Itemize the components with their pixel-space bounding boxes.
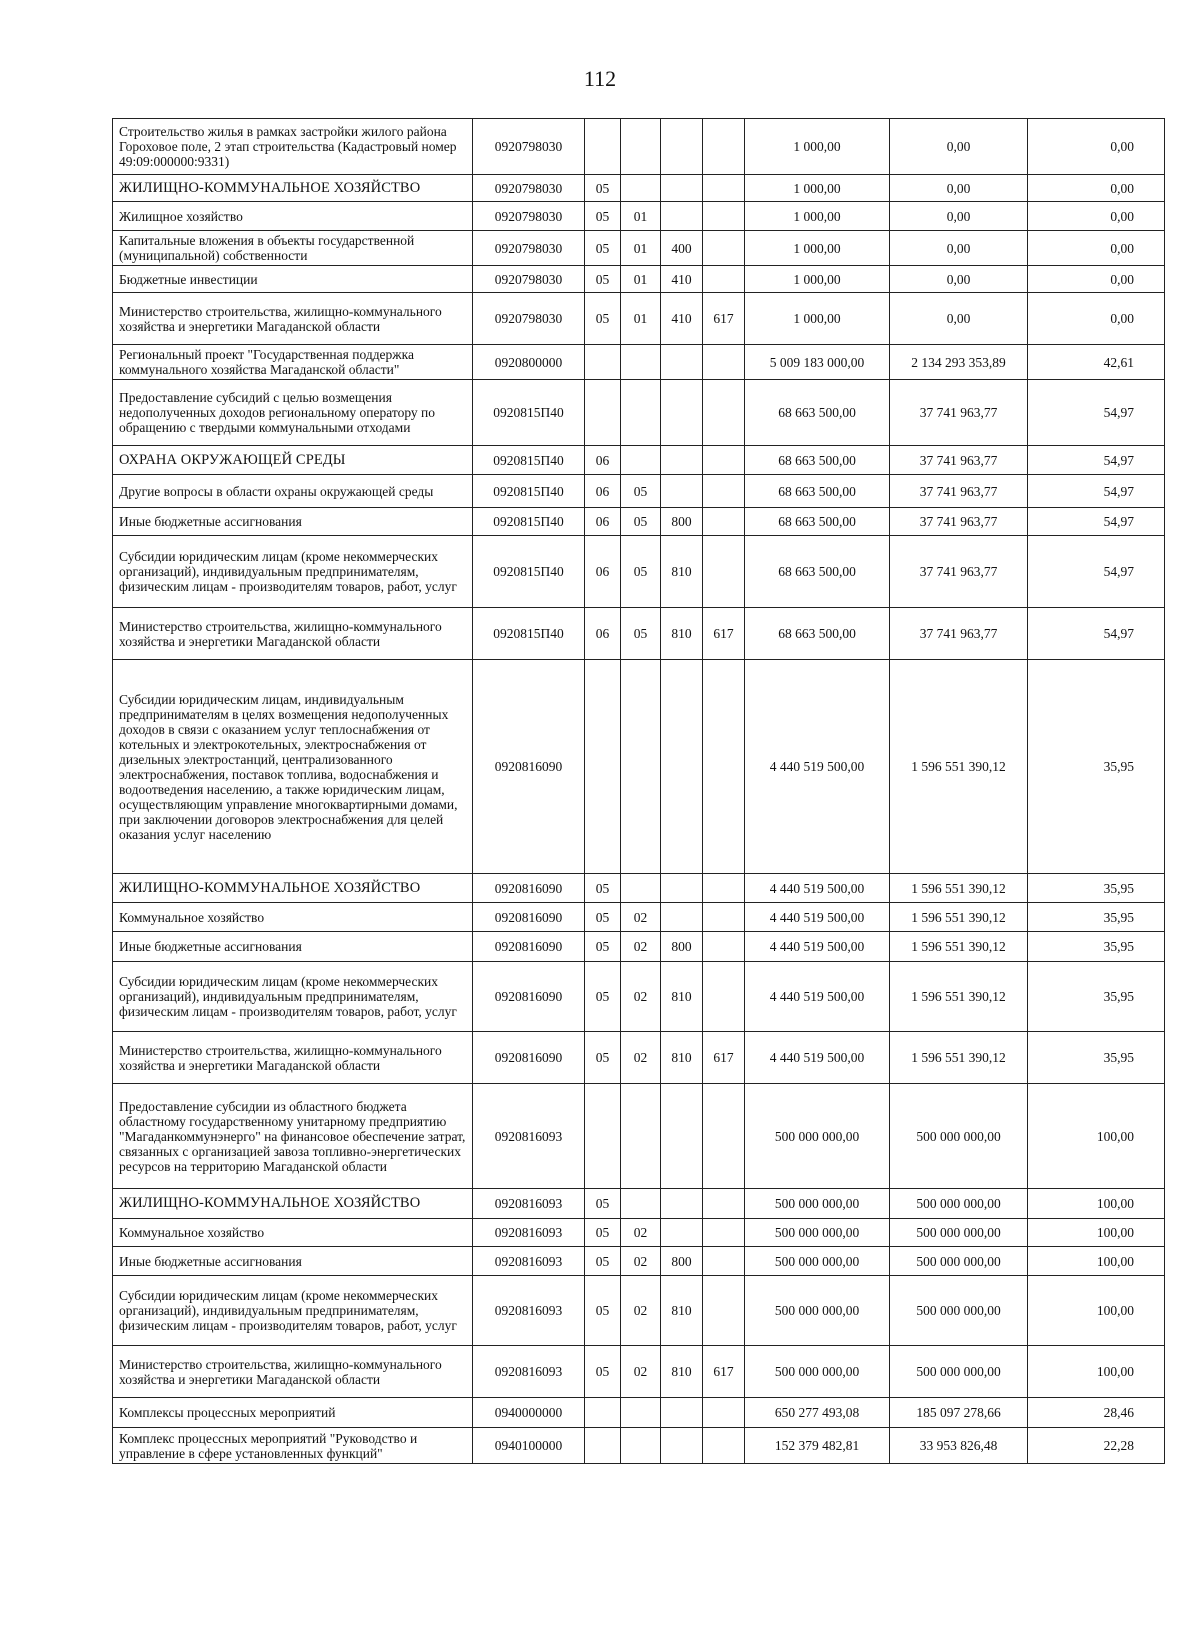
cell-section: 05 (585, 962, 621, 1032)
cell-section: 06 (585, 446, 621, 475)
cell-subsection: 05 (621, 475, 661, 508)
cell-execution-percent: 100,00 (1028, 1247, 1165, 1276)
cell-approved-amount: 152 379 482,81 (745, 1428, 890, 1464)
cell-execution-percent: 0,00 (1028, 119, 1165, 175)
cell-executed-amount: 1 596 551 390,12 (890, 932, 1028, 962)
table-row (113, 508, 1165, 536)
table-row (113, 1276, 1165, 1346)
cell-name: Субсидии юридическим лицам (кроме некоммерческих организаций), индивидуальным предпринимателям, физическим лицам - производителям товаров, работ, услуг (113, 1276, 473, 1346)
cell-expense-type (661, 1398, 703, 1428)
cell-execution-percent: 54,97 (1028, 475, 1165, 508)
cell-section: 05 (585, 874, 621, 903)
cell-administrator (703, 1428, 745, 1464)
cell-target-code: 0920798030 (473, 175, 585, 202)
table-row (113, 345, 1165, 380)
cell-approved-amount: 68 663 500,00 (745, 446, 890, 475)
cell-approved-amount: 500 000 000,00 (745, 1189, 890, 1219)
cell-execution-percent: 22,28 (1028, 1428, 1165, 1464)
cell-administrator (703, 1189, 745, 1219)
cell-section: 06 (585, 475, 621, 508)
cell-execution-percent: 35,95 (1028, 660, 1165, 874)
table-row (113, 932, 1165, 962)
cell-execution-percent: 28,46 (1028, 1398, 1165, 1428)
cell-section: 05 (585, 1219, 621, 1247)
cell-expense-type: 810 (661, 608, 703, 660)
cell-execution-percent: 0,00 (1028, 266, 1165, 293)
cell-approved-amount: 1 000,00 (745, 231, 890, 266)
cell-executed-amount: 185 097 278,66 (890, 1398, 1028, 1428)
cell-executed-amount: 0,00 (890, 293, 1028, 345)
cell-target-code: 0920816090 (473, 932, 585, 962)
cell-target-code: 0920816093 (473, 1189, 585, 1219)
cell-executed-amount: 33 953 826,48 (890, 1428, 1028, 1464)
cell-execution-percent: 100,00 (1028, 1219, 1165, 1247)
cell-approved-amount: 1 000,00 (745, 175, 890, 202)
cell-subsection: 01 (621, 293, 661, 345)
cell-execution-percent: 42,61 (1028, 345, 1165, 380)
cell-administrator: 617 (703, 608, 745, 660)
cell-executed-amount: 500 000 000,00 (890, 1247, 1028, 1276)
cell-administrator (703, 1276, 745, 1346)
cell-name: Жилищное хозяйство (113, 202, 473, 231)
cell-name: Министерство строительства, жилищно-коммунального хозяйства и энергетики Магаданской области (113, 608, 473, 660)
cell-administrator (703, 508, 745, 536)
cell-execution-percent: 35,95 (1028, 962, 1165, 1032)
cell-name: Строительство жилья в рамках застройки жилого района Гороховое поле, 2 этап строительства (Кадастровый номер 49:09:000000:9331) (113, 119, 473, 175)
cell-subsection: 02 (621, 903, 661, 932)
table-row (113, 962, 1165, 1032)
cell-executed-amount: 0,00 (890, 202, 1028, 231)
cell-subsection: 02 (621, 932, 661, 962)
cell-executed-amount: 500 000 000,00 (890, 1276, 1028, 1346)
cell-expense-type (661, 1219, 703, 1247)
table-row (113, 293, 1165, 345)
cell-target-code: 0920816093 (473, 1276, 585, 1346)
cell-approved-amount: 500 000 000,00 (745, 1276, 890, 1346)
cell-expense-type: 810 (661, 1032, 703, 1084)
cell-target-code: 0920815П40 (473, 446, 585, 475)
cell-executed-amount: 500 000 000,00 (890, 1189, 1028, 1219)
table-row (113, 1247, 1165, 1276)
cell-approved-amount: 4 440 519 500,00 (745, 1032, 890, 1084)
cell-target-code: 0940100000 (473, 1428, 585, 1464)
table-row (113, 1084, 1165, 1189)
table-row (113, 1032, 1165, 1084)
cell-section: 05 (585, 293, 621, 345)
table-row (113, 536, 1165, 608)
cell-executed-amount: 500 000 000,00 (890, 1084, 1028, 1189)
cell-executed-amount: 2 134 293 353,89 (890, 345, 1028, 380)
cell-subsection (621, 1398, 661, 1428)
cell-approved-amount: 500 000 000,00 (745, 1346, 890, 1398)
cell-section: 05 (585, 903, 621, 932)
cell-executed-amount: 1 596 551 390,12 (890, 903, 1028, 932)
cell-administrator (703, 380, 745, 446)
cell-expense-type: 800 (661, 932, 703, 962)
cell-executed-amount: 1 596 551 390,12 (890, 1032, 1028, 1084)
cell-execution-percent: 100,00 (1028, 1084, 1165, 1189)
cell-executed-amount: 0,00 (890, 119, 1028, 175)
cell-approved-amount: 500 000 000,00 (745, 1247, 890, 1276)
cell-execution-percent: 100,00 (1028, 1276, 1165, 1346)
cell-administrator (703, 660, 745, 874)
cell-administrator (703, 175, 745, 202)
cell-target-code: 0920798030 (473, 293, 585, 345)
cell-administrator (703, 345, 745, 380)
cell-approved-amount: 650 277 493,08 (745, 1398, 890, 1428)
cell-target-code: 0920816090 (473, 660, 585, 874)
cell-executed-amount: 1 596 551 390,12 (890, 660, 1028, 874)
cell-subsection: 02 (621, 962, 661, 1032)
cell-approved-amount: 5 009 183 000,00 (745, 345, 890, 380)
cell-name: Министерство строительства, жилищно-коммунального хозяйства и энергетики Магаданской области (113, 1346, 473, 1398)
cell-execution-percent: 35,95 (1028, 903, 1165, 932)
cell-administrator: 617 (703, 1346, 745, 1398)
cell-name: Коммунальное хозяйство (113, 903, 473, 932)
cell-target-code: 0920798030 (473, 202, 585, 231)
cell-execution-percent: 0,00 (1028, 202, 1165, 231)
table-row (113, 231, 1165, 266)
cell-expense-type: 410 (661, 266, 703, 293)
cell-name: Комплексы процессных мероприятий (113, 1398, 473, 1428)
cell-approved-amount: 500 000 000,00 (745, 1084, 890, 1189)
cell-section: 05 (585, 1189, 621, 1219)
cell-subsection: 01 (621, 231, 661, 266)
cell-executed-amount: 37 741 963,77 (890, 380, 1028, 446)
cell-expense-type (661, 475, 703, 508)
table-row (113, 175, 1165, 202)
cell-name: ЖИЛИЩНО-КОММУНАЛЬНОЕ ХОЗЯЙСТВО (113, 1189, 473, 1219)
cell-target-code: 0920815П40 (473, 536, 585, 608)
cell-section: 05 (585, 1276, 621, 1346)
cell-administrator (703, 1219, 745, 1247)
cell-subsection (621, 1428, 661, 1464)
cell-expense-type (661, 660, 703, 874)
cell-section: 05 (585, 266, 621, 293)
table-row (113, 475, 1165, 508)
cell-section: 05 (585, 202, 621, 231)
cell-expense-type (661, 175, 703, 202)
cell-target-code: 0920798030 (473, 266, 585, 293)
cell-subsection (621, 1084, 661, 1189)
cell-subsection: 05 (621, 508, 661, 536)
table-row (113, 266, 1165, 293)
budget-table (112, 118, 1165, 1464)
cell-section: 05 (585, 175, 621, 202)
cell-execution-percent: 54,97 (1028, 608, 1165, 660)
cell-subsection: 02 (621, 1276, 661, 1346)
cell-approved-amount: 4 440 519 500,00 (745, 660, 890, 874)
cell-expense-type (661, 903, 703, 932)
table-row (113, 874, 1165, 903)
cell-name: Региональный проект "Государственная поддержка коммунального хозяйства Магаданской области" (113, 345, 473, 380)
cell-approved-amount: 4 440 519 500,00 (745, 932, 890, 962)
cell-expense-type (661, 1189, 703, 1219)
cell-approved-amount: 1 000,00 (745, 293, 890, 345)
cell-executed-amount: 37 741 963,77 (890, 536, 1028, 608)
cell-subsection: 02 (621, 1247, 661, 1276)
cell-section (585, 1084, 621, 1189)
cell-target-code: 0920816090 (473, 874, 585, 903)
cell-subsection (621, 380, 661, 446)
cell-execution-percent: 54,97 (1028, 536, 1165, 608)
cell-target-code: 0920816093 (473, 1219, 585, 1247)
cell-administrator (703, 903, 745, 932)
cell-execution-percent: 54,97 (1028, 380, 1165, 446)
cell-target-code: 0920815П40 (473, 508, 585, 536)
cell-target-code: 0920798030 (473, 231, 585, 266)
cell-approved-amount: 68 663 500,00 (745, 608, 890, 660)
cell-approved-amount: 4 440 519 500,00 (745, 874, 890, 903)
cell-name: Иные бюджетные ассигнования (113, 508, 473, 536)
cell-target-code: 0920815П40 (473, 475, 585, 508)
cell-executed-amount: 1 596 551 390,12 (890, 874, 1028, 903)
cell-subsection (621, 175, 661, 202)
cell-expense-type: 810 (661, 536, 703, 608)
cell-section: 05 (585, 932, 621, 962)
cell-administrator (703, 446, 745, 475)
cell-administrator (703, 1247, 745, 1276)
table-body (113, 119, 1165, 1464)
cell-subsection (621, 660, 661, 874)
cell-execution-percent: 54,97 (1028, 446, 1165, 475)
cell-approved-amount: 4 440 519 500,00 (745, 903, 890, 932)
cell-expense-type: 810 (661, 962, 703, 1032)
cell-approved-amount: 500 000 000,00 (745, 1219, 890, 1247)
table-row (113, 1219, 1165, 1247)
cell-administrator (703, 266, 745, 293)
table-row (113, 1398, 1165, 1428)
table-row (113, 608, 1165, 660)
cell-section (585, 660, 621, 874)
table-row (113, 202, 1165, 231)
table-row (113, 660, 1165, 874)
cell-subsection (621, 1189, 661, 1219)
cell-name: Бюджетные инвестиции (113, 266, 473, 293)
cell-administrator (703, 1398, 745, 1428)
cell-name: Другие вопросы в области охраны окружающей среды (113, 475, 473, 508)
cell-section: 05 (585, 231, 621, 266)
table-row (113, 1428, 1165, 1464)
cell-target-code: 0940000000 (473, 1398, 585, 1428)
cell-administrator (703, 475, 745, 508)
cell-approved-amount: 1 000,00 (745, 119, 890, 175)
table-row (113, 446, 1165, 475)
cell-name: Иные бюджетные ассигнования (113, 932, 473, 962)
cell-executed-amount: 37 741 963,77 (890, 508, 1028, 536)
cell-execution-percent: 0,00 (1028, 175, 1165, 202)
cell-expense-type: 800 (661, 1247, 703, 1276)
cell-executed-amount: 37 741 963,77 (890, 475, 1028, 508)
cell-name: Министерство строительства, жилищно-коммунального хозяйства и энергетики Магаданской области (113, 1032, 473, 1084)
cell-subsection (621, 119, 661, 175)
cell-section (585, 119, 621, 175)
table-row (113, 903, 1165, 932)
cell-name: Предоставление субсидии из областного бюджета областному государственному унитарному предприятию "Магаданкоммунэнерго" на финансовое обеспечение затрат, связанных с организацией завоза топливно-энергетических ресурсов на территорию Магаданской области (113, 1084, 473, 1189)
cell-execution-percent: 0,00 (1028, 293, 1165, 345)
cell-approved-amount: 1 000,00 (745, 202, 890, 231)
cell-approved-amount: 68 663 500,00 (745, 380, 890, 446)
cell-subsection: 05 (621, 536, 661, 608)
cell-administrator: 617 (703, 1032, 745, 1084)
cell-section (585, 380, 621, 446)
cell-execution-percent: 35,95 (1028, 932, 1165, 962)
cell-executed-amount: 1 596 551 390,12 (890, 962, 1028, 1032)
cell-section: 05 (585, 1247, 621, 1276)
cell-target-code: 0920816090 (473, 962, 585, 1032)
cell-expense-type (661, 1428, 703, 1464)
cell-administrator (703, 1084, 745, 1189)
cell-expense-type (661, 446, 703, 475)
cell-executed-amount: 0,00 (890, 175, 1028, 202)
cell-expense-type (661, 874, 703, 903)
cell-administrator (703, 119, 745, 175)
cell-name: Предоставление субсидий с целью возмещения недополученных доходов региональному оператору по обращению с твердыми коммунальными отходами (113, 380, 473, 446)
page-number: 112 (583, 66, 617, 91)
cell-expense-type (661, 345, 703, 380)
cell-approved-amount: 68 663 500,00 (745, 475, 890, 508)
cell-target-code: 0920815П40 (473, 380, 585, 446)
cell-approved-amount: 68 663 500,00 (745, 508, 890, 536)
cell-subsection: 02 (621, 1346, 661, 1398)
table-row (113, 1189, 1165, 1219)
table-row (113, 119, 1165, 175)
cell-section (585, 1398, 621, 1428)
cell-section: 06 (585, 608, 621, 660)
cell-expense-type (661, 202, 703, 231)
cell-section: 05 (585, 1346, 621, 1398)
cell-name: ЖИЛИЩНО-КОММУНАЛЬНОЕ ХОЗЯЙСТВО (113, 175, 473, 202)
cell-executed-amount: 0,00 (890, 266, 1028, 293)
cell-subsection: 02 (621, 1219, 661, 1247)
cell-target-code: 0920816093 (473, 1247, 585, 1276)
cell-expense-type (661, 1084, 703, 1189)
cell-subsection: 01 (621, 266, 661, 293)
cell-approved-amount: 68 663 500,00 (745, 536, 890, 608)
cell-administrator (703, 536, 745, 608)
cell-name: Министерство строительства, жилищно-коммунального хозяйства и энергетики Магаданской области (113, 293, 473, 345)
cell-execution-percent: 54,97 (1028, 508, 1165, 536)
cell-execution-percent: 35,95 (1028, 1032, 1165, 1084)
cell-target-code: 0920816093 (473, 1084, 585, 1189)
cell-name: Коммунальное хозяйство (113, 1219, 473, 1247)
cell-administrator (703, 962, 745, 1032)
cell-section (585, 1428, 621, 1464)
cell-expense-type: 810 (661, 1346, 703, 1398)
cell-target-code: 0920815П40 (473, 608, 585, 660)
cell-target-code: 0920800000 (473, 345, 585, 380)
cell-expense-type: 400 (661, 231, 703, 266)
cell-subsection: 02 (621, 1032, 661, 1084)
cell-name: Капитальные вложения в объекты государственной (муниципальной) собственности (113, 231, 473, 266)
cell-subsection (621, 446, 661, 475)
cell-subsection (621, 874, 661, 903)
cell-target-code: 0920816090 (473, 903, 585, 932)
cell-name: Субсидии юридическим лицам (кроме некоммерческих организаций), индивидуальным предпринимателям, физическим лицам - производителям товаров, работ, услуг (113, 962, 473, 1032)
cell-execution-percent: 0,00 (1028, 231, 1165, 266)
cell-administrator (703, 202, 745, 231)
cell-expense-type (661, 380, 703, 446)
cell-execution-percent: 100,00 (1028, 1346, 1165, 1398)
cell-execution-percent: 35,95 (1028, 874, 1165, 903)
cell-subsection (621, 345, 661, 380)
cell-subsection: 01 (621, 202, 661, 231)
cell-target-code: 0920798030 (473, 119, 585, 175)
cell-administrator (703, 231, 745, 266)
cell-approved-amount: 4 440 519 500,00 (745, 962, 890, 1032)
cell-administrator (703, 874, 745, 903)
cell-section: 05 (585, 1032, 621, 1084)
cell-expense-type: 810 (661, 1276, 703, 1346)
cell-executed-amount: 0,00 (890, 231, 1028, 266)
cell-executed-amount: 500 000 000,00 (890, 1346, 1028, 1398)
cell-executed-amount: 37 741 963,77 (890, 608, 1028, 660)
cell-name: ОХРАНА ОКРУЖАЮЩЕЙ СРЕДЫ (113, 446, 473, 475)
cell-name: ЖИЛИЩНО-КОММУНАЛЬНОЕ ХОЗЯЙСТВО (113, 874, 473, 903)
cell-subsection: 05 (621, 608, 661, 660)
table-row (113, 380, 1165, 446)
cell-name: Субсидии юридическим лицам, индивидуальным предпринимателям в целях возмещения недополученных доходов в связи с оказанием услуг теплоснабжения от котельных и электрокотельных, электроснабжения от дизельных электростанций, централизованного электроснабжения, поставок топлива, водоснабжения и водоотведения населению, а также юридическим лицам, осуществляющим управление многоквартирными домами, при заключении договоров электроснабжения для целей оказания услуг населению (113, 660, 473, 874)
cell-expense-type: 800 (661, 508, 703, 536)
cell-executed-amount: 500 000 000,00 (890, 1219, 1028, 1247)
cell-approved-amount: 1 000,00 (745, 266, 890, 293)
cell-section: 06 (585, 508, 621, 536)
cell-name: Комплекс процессных мероприятий "Руководство и управление в сфере установленных функций" (113, 1428, 473, 1464)
cell-section: 06 (585, 536, 621, 608)
cell-executed-amount: 37 741 963,77 (890, 446, 1028, 475)
cell-execution-percent: 100,00 (1028, 1189, 1165, 1219)
cell-administrator: 617 (703, 293, 745, 345)
cell-target-code: 0920816093 (473, 1346, 585, 1398)
cell-expense-type (661, 119, 703, 175)
cell-name: Субсидии юридическим лицам (кроме некоммерческих организаций), индивидуальным предпринимателям, физическим лицам - производителям товаров, работ, услуг (113, 536, 473, 608)
cell-target-code: 0920816090 (473, 1032, 585, 1084)
cell-name: Иные бюджетные ассигнования (113, 1247, 473, 1276)
table-row (113, 1346, 1165, 1398)
cell-administrator (703, 932, 745, 962)
cell-section (585, 345, 621, 380)
cell-expense-type: 410 (661, 293, 703, 345)
